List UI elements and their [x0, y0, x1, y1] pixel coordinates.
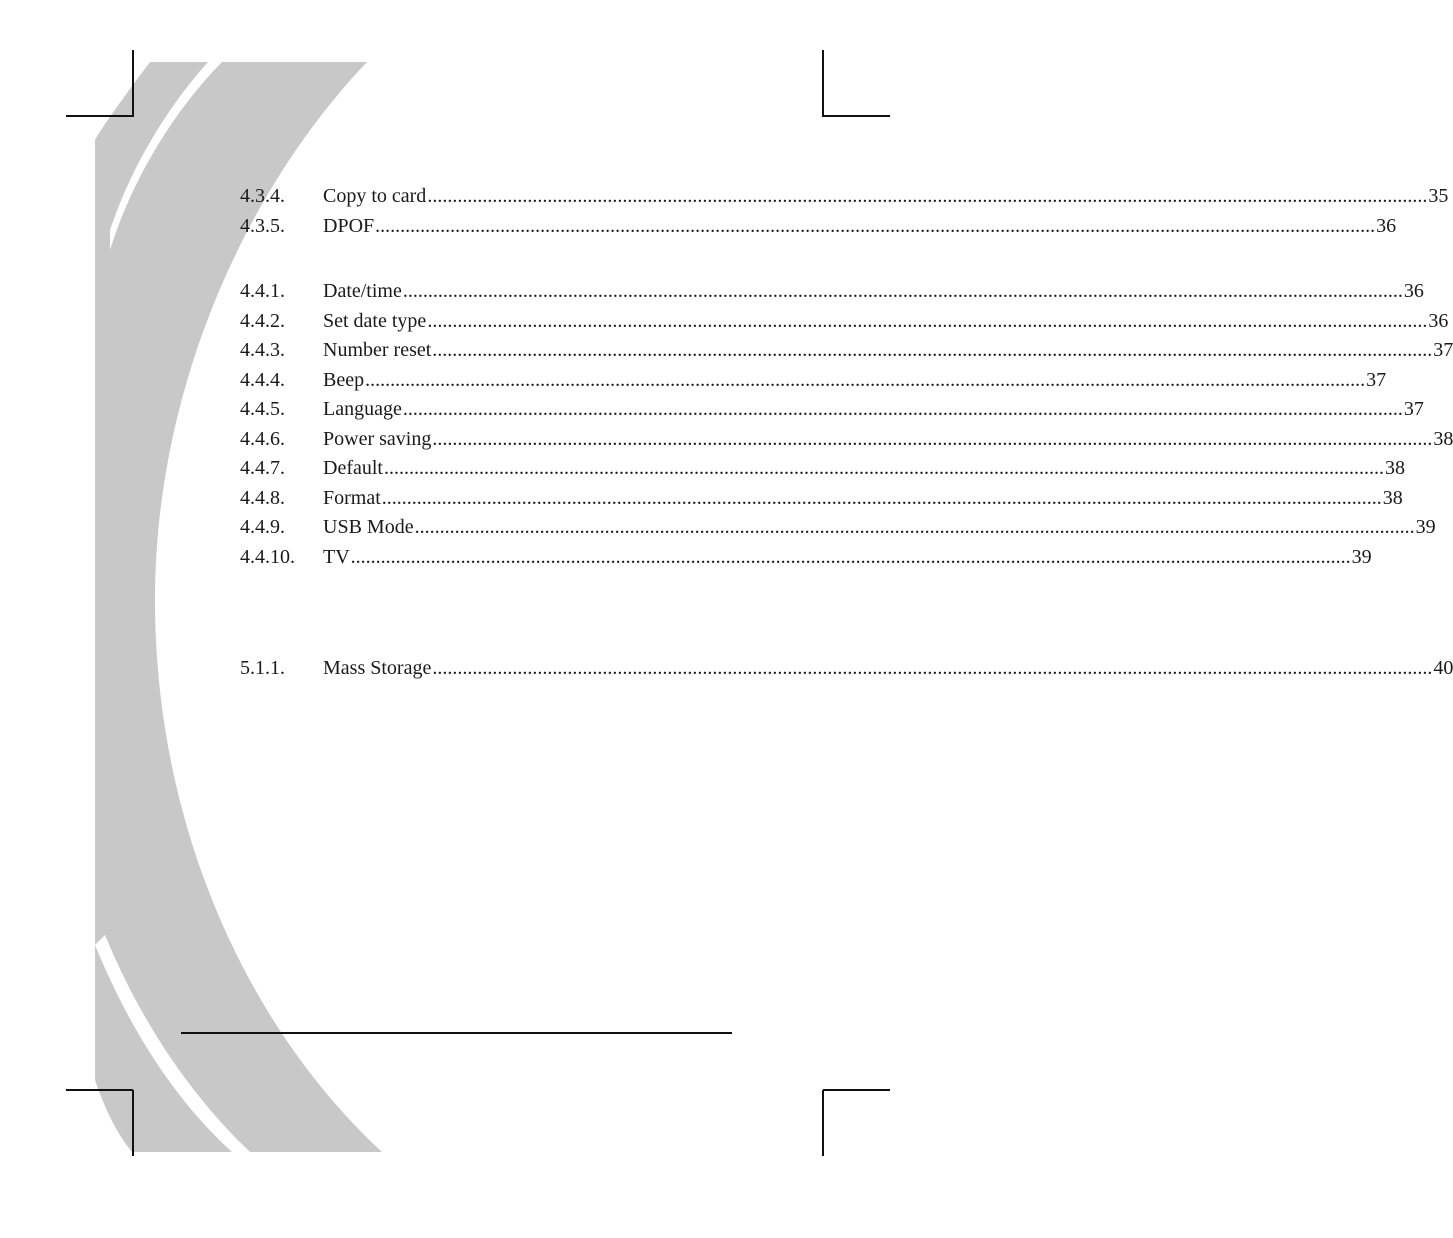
toc-entry-title: Beep [323, 368, 365, 391]
toc-entry[interactable] [240, 366, 1387, 396]
toc-entry-page: 38 [1384, 457, 1405, 479]
toc-entry[interactable] [240, 277, 1424, 307]
toc-leader-dots: ........................................................................................................................................................................................................ [432, 657, 1433, 679]
toc-entry-number: 4.4.2. [240, 309, 285, 332]
toc-entry-page: 40 [1433, 657, 1453, 679]
toc-entry-title: Number reset [323, 339, 432, 361]
toc-leader-dots: ........................................................................................................................................................................................................ [414, 516, 1415, 538]
toc-entry-title: Default [323, 457, 383, 479]
toc-entry-number: 4.4.5. [240, 398, 285, 420]
footer-rule [181, 1032, 732, 1034]
toc-entry-number: 4.4.3. [240, 339, 285, 361]
toc-entry-page: 35 [1428, 185, 1449, 207]
toc-entry-number: 4.3.4. [240, 185, 285, 207]
toc-entry-page: 39 [1351, 545, 1372, 568]
toc-entry[interactable] [240, 182, 1449, 212]
toc-entry[interactable] [240, 654, 1453, 684]
toc-entry-page: 36 [1428, 309, 1449, 332]
toc-entry-page: 36 [1376, 214, 1397, 237]
toc-entry-title: Language [323, 398, 402, 420]
toc-entry[interactable] [240, 513, 1436, 543]
toc-entry[interactable] [240, 336, 1453, 366]
toc-entry-number: 5.1.1. [240, 657, 285, 679]
toc-leader-dots: ........................................................................................................................................................................................................ [427, 309, 1428, 332]
toc-entry-number: 4.4.9. [240, 516, 285, 538]
toc-entry-page: 37 [1403, 398, 1424, 420]
toc-entry[interactable] [240, 395, 1424, 425]
toc-leader-dots: ........................................................................................................................................................................................................ [383, 457, 1384, 479]
toc-entry-title: TV [323, 545, 350, 568]
toc-entry[interactable] [240, 543, 1372, 573]
toc-group-4-4 [240, 277, 1453, 572]
toc-group-4-3 [240, 182, 1449, 241]
toc-entry-page: 38 [1382, 486, 1403, 509]
crop-mark-top-right [823, 50, 890, 117]
toc-leader-dots: ........................................................................................................................................................................................................ [402, 398, 1403, 420]
toc-leader-dots: ........................................................................................................................................................................................................ [402, 280, 1403, 302]
toc-entry-title: Format [323, 486, 381, 509]
toc-leader-dots: ........................................................................................................................................................................................................ [381, 486, 1382, 509]
toc-entry-number: 4.4.10. [240, 545, 295, 568]
toc-entry-title: DPOF [323, 214, 375, 237]
toc-group-5-1 [240, 654, 1453, 684]
toc-entry-page: 38 [1433, 427, 1453, 450]
toc-entry-title: Copy to card [323, 185, 427, 207]
toc-entry-number: 4.4.6. [240, 427, 285, 450]
toc-entry-number: 4.4.4. [240, 368, 285, 391]
toc-leader-dots: ........................................................................................................................................................................................................ [432, 339, 1433, 361]
toc-entry-page: 37 [1366, 368, 1387, 391]
toc-entry[interactable] [240, 454, 1405, 484]
toc-entry[interactable] [240, 307, 1449, 337]
toc-entry[interactable] [240, 425, 1453, 455]
toc-leader-dots: ........................................................................................................................................................................................................ [375, 214, 1376, 237]
toc-entry-page: 39 [1415, 516, 1436, 538]
toc-entry-page: 36 [1403, 280, 1424, 302]
toc-entry-number: 4.4.8. [240, 486, 285, 509]
toc-leader-dots: ........................................................................................................................................................................................................ [365, 368, 1366, 391]
crop-mark-bottom-right [823, 1090, 890, 1156]
toc-entry-title: Power saving [323, 427, 432, 450]
toc-entry[interactable] [240, 484, 1403, 514]
toc-entry-page: 37 [1433, 339, 1453, 361]
toc-entry[interactable] [240, 212, 1397, 242]
toc-entry-number: 4.4.1. [240, 280, 285, 302]
toc-entry-title: Mass Storage [323, 657, 432, 679]
toc-leader-dots: ........................................................................................................................................................................................................ [427, 185, 1428, 207]
toc-entry-title: Date/time [323, 280, 402, 302]
toc-entry-number: 4.4.7. [240, 457, 285, 479]
toc-entry-title: USB Mode [323, 516, 414, 538]
toc-entry-number: 4.3.5. [240, 214, 285, 237]
toc-leader-dots: ........................................................................................................................................................................................................ [350, 545, 1351, 568]
toc-leader-dots: ........................................................................................................................................................................................................ [432, 427, 1433, 450]
toc-entry-title: Set date type [323, 309, 427, 332]
